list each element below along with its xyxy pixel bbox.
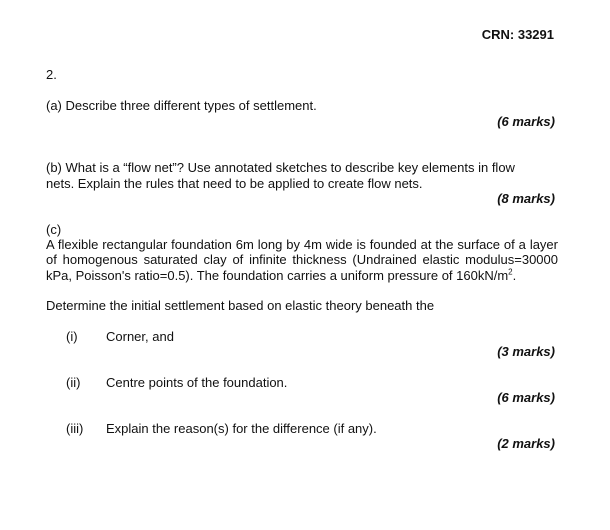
part-b-line-2: nets. Explain the rules that need to be applied to create flow nets. [46,176,423,191]
item-ii-roman: (ii) [66,375,81,390]
item-ii-text: Centre points of the foundation. [106,375,288,390]
question-number: 2. [46,67,57,82]
item-i-text: Corner, and [106,329,174,344]
part-c-determine: Determine the initial settlement based on elastic theory beneath the [46,298,435,313]
item-i-marks: (3 marks) [497,344,555,359]
superscript-2: 2 [508,267,513,277]
part-c-label: (c) [46,222,62,237]
part-b-marks: (8 marks) [497,191,555,206]
item-iii-marks: (2 marks) [497,436,555,451]
item-ii-marks: (6 marks) [497,390,555,405]
part-a-marks: (6 marks) [497,114,555,129]
part-c-line-1: A flexible rectangular foundation 6m long by 4m wide is founded at the surface of a layer [46,237,558,252]
part-b-line-1: (b) What is a “flow net”? Use annotated sketches to describe key elements in flow [46,160,515,175]
item-iii-roman: (iii) [66,421,84,436]
part-c-line-3 [46,268,516,284]
part-c-line-3-text: kPa, Poisson's ratio=0.5). The foundation carries a uniform pressure of 160kN/m [46,268,509,283]
part-c-line-3-end: . [512,268,517,283]
part-a-text: (a) Describe three different types of settlement. [46,98,317,113]
crn-label: CRN: 33291 [481,27,554,42]
part-c-line-2: of homogenous saturated clay of infinite thickness (Undrained elastic modulus=30000 [46,252,558,267]
item-iii-text: Explain the reason(s) for the difference (if any). [106,421,377,436]
item-i-roman: (i) [66,329,78,344]
